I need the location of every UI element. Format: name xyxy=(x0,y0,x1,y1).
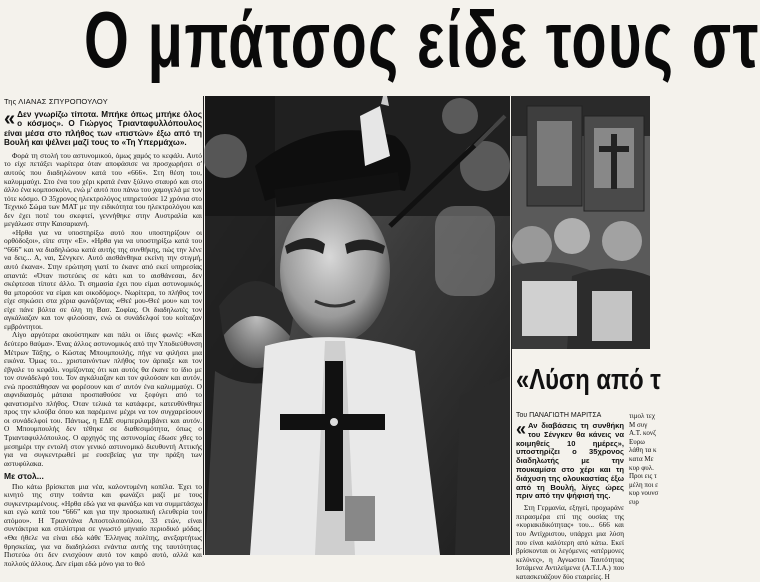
right-headline xyxy=(512,352,661,406)
quote-mark-icon: « xyxy=(4,107,16,130)
right-headline-text: «Λύση από τ xyxy=(516,364,661,396)
right-lead xyxy=(516,419,624,501)
byline: Της ΛΙΑΝΑΣ ΣΠΥΡΟΠΟΥΛΟΥ xyxy=(4,97,108,106)
lead-text: Δεν γνωρίζω τίποτα. Μπήκε όπως μπήκε όλος ο κόσμος». Ο Γιώργος Τριανταφυλλόπουλος είναι μέσα στο πλήθος των «πιστών» έξω από τη Βουλή και ψέλνει μαζί τους το «Τη Υπερμάχω». xyxy=(4,109,202,148)
column-divider xyxy=(203,96,204,555)
quote-mark-icon: « xyxy=(516,419,527,439)
right-article xyxy=(512,410,659,581)
article-paragraph: «Ηρθα για να υποστηρίξω αυτό που υποστηρίζουν οι ορθόδοξοι», είπε στην «Ε». «Ηρθα για να υποστηρίξω κατά του “666” και να διαδηλώσω κατά αυτής της συνθήκης, πώς την λένε να δεις... Α, ναι, Σένγκεν. Αυτό αισθάνθηκα εκείνη την στιγμή, αυτό έκανα». Στην ερώτηση γιατί το έκανε από εκεί υπηρεσίας απαντά: «Όταν πιστεύεις σε κάτι και το αισθάνεσαι, δεν σκέφτεσαι τίποτε άλλο. Τι σημασία έχει που είμαι αστυνομικός, θα μπορούσε να είμαι και οικοδόμος». Νωρίτερα, το πλήθος τον είχε σηκώσει στα χέρια φωνάζοντας «Θεέ μου-Θεέ μου» και τον είχε πάνε βόλτα σε όλη τη Βασ. Σοφίας. Οι διαδηλωτές τον αγκάλιαζαν και τον φιλούσαν, ενώ οι συνάδελφοί του κοίταζαν εμβρόντητοι. xyxy=(4,227,202,331)
right-article-paragraph: Στη Γερμανία, εξηγεί, προχωράνε πειρασμέρα επί της ουσίας της «κυριακιδικότητας» του... 666 και του Αντίχριστου, υπάρχει μια λύση που είναι καλύτερη από κάτω. Εκεί βρίσκονται οι λεγόμενες «ατέρμονες κελύνες», η Αγνωστοι Ταυτότητας Ιστάμενα Αντιλείμενα (Α.Τ.Ι.Α.) που κατασκευάζουν δύο εταιρείες. Η xyxy=(516,504,624,581)
article-paragraph: Πιο κάτω βρίσκεται μια νέα, καλοντυμένη κοπέλα. Έχει το κινητό της στην τσάντα και φωνάζει μαζί με τους συγκεντρωμένους. «Ηρθα εδώ για να φωνάξω και να συμμετάσχω και εγώ κατά του “666” και για την προσωπική ελευθερία του ατόμου». Η Τριαντάνα Αποστολοπούλου, 33 ετών, είναι συντάκτρια και στιλίστρια σε γνωστό μηνιαίο περιοδικό μόδας. «Θα ήθελε να είναι εδώ κάθε Έλληνας πολίτης, ανεξαρτήτως θρησκείας, για να διαδηλώσει ενάντια αυτής της ταυτότητας. Πιστεύω ότι δεν ενισχύουν αυτό τον καιρό αυτό, αλλά και πολλούς άλλους. Δεν είμαι εδώ μόνο για το θεό xyxy=(4,481,202,568)
subhead: Με στολ... xyxy=(4,471,44,482)
column-divider xyxy=(511,96,512,555)
right-side-column: τιμολ τεχ Μ συγ Α.Τ. κονζ Ευρω λάθη τα κ κατα Με κυρ φυλ. Προι εις τ μέλη ποι ε κυρ νουνσ ευρ xyxy=(629,412,659,506)
right-byline: Του ΠΑΝΑΓΙΩΤΗ ΜΑΡΙΤΣΑ xyxy=(516,412,602,419)
right-article-main xyxy=(516,419,624,582)
right-lead-text: Αν διαβάσεις τη συνθήκη του Σένγκεν θα κάνεις να κοιμηθείς 10 ημέρες», υποστηρίζει ο 35χρονος διαδηλωτής με την πουκαμίσα στο χέρι και τη διάχυση της ολουκαστίας έξω από τη Βουλή, λίγες ώρες πριν από την ψήφισή της. xyxy=(516,421,624,501)
main-photo xyxy=(205,96,510,555)
lead xyxy=(4,107,202,148)
headline xyxy=(0,0,760,92)
article-paragraph: Λίγο αργότερα ακούστηκαν και πάλι οι ίδιες φωνές: «Και δεύτερο θαύμα». Ένας άλλος αστυνομικός από την Υποδιεύθυνση Μέτρων Τάξης, ο Κώστας Μπουμπουλής, πήγε να φιλήσει μια εικόνα. Όμως το... χρισταινόντων πλήθος τον άρπαξε και τον έβγαλε το κεφάλι. νομίζοντας ότι και αυτός θα έκανε το ίδιο με τον συνάδελφό του. Τον αγκάλιαζαν και τον φιλούσαν και αυτόν, ενώ προσπάθησαν να φορέσουν και σ' αυτόν ένα καλυμμαύχι. Ο αιφνιδιασμός μάταια προσπαθούσε να ξεφύγει από το φανατισμένο πλήθος. Όταν τελικά τα κατάφερε, κατευθύνθηκε προς την κλούβα όπου και παρέμεινε μέχρι να τον συγχαρείσουν οι συνάδελφοί του. Πάντως, η ΕΔΕ συμπεριλαμβάνει και αυτόν. Ο Μπουμπουλής δεν τέθηκε σε διαθεσιμότητα, όπως ο Τριανταφυλλόπουλος. Ο αρχηγός της αστυνομίας έδωσε χθες το μεσημέρι την εντολή στον γενικό αστυνομικό διευθυντή Αττικής για να συγκεντρωθεί με ευσεβείας για την πράξη των αστυφύλακα. xyxy=(4,330,202,468)
headline-text: Ο μπάτσος είδε τους στ xyxy=(84,0,760,84)
article-paragraph: Φορά τη στολή του αστυνομικού, όμως χαμός το κεφάλι. Αυτό το είχε πετάξει νωρίτερα όταν αποφάσισε να προσχωρήσει σ' αυτούς που διαδηλώνουν κατά του «666». Στη θέση του, καλυμμαύχι. Στο ένα του χέρι κρατά έναν ξύλινο σταυρό και στο άλλο ένα κομποσκοίνι, ενώ μ' αυτό που πάνω του χαμογελά με τον τότε κόσμο. Ο 35χρονος ηλεκτρολόγος υπηρετούσε 12 χρόνια στο Τεχνικό Σώμα των ΜΑΤ με την ειδικότητα του ηλεκτρολόγου και δεν έχει ποτέ του σκεφτεί, γεννήθηκε στην Αυστραλία και μεγάλωσε στην Καισαριανή. xyxy=(4,150,202,229)
left-article xyxy=(4,97,202,568)
secondary-photo xyxy=(512,96,650,349)
